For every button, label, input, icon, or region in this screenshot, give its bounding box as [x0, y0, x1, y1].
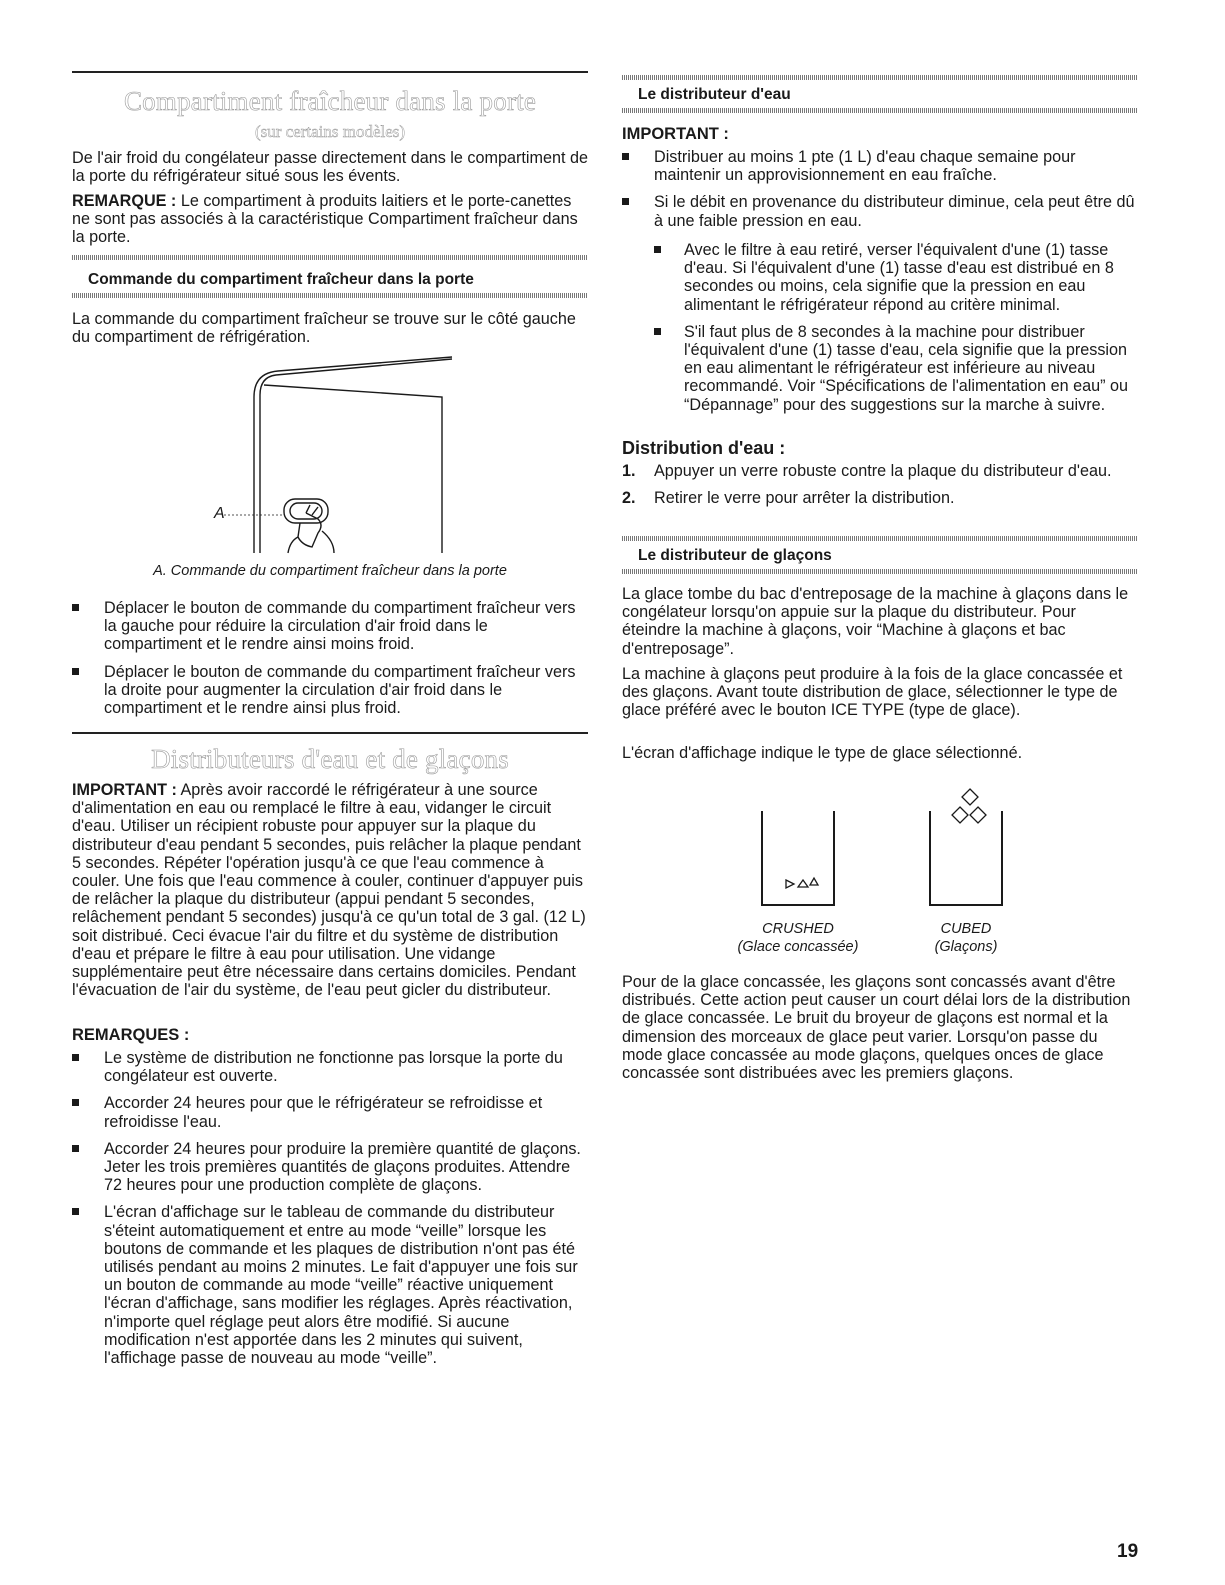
bullet-icon: [72, 1054, 79, 1061]
note-label: REMARQUE :: [72, 192, 177, 210]
bullet-icon: [654, 246, 661, 253]
ice-paragraph-3: L'écran d'affichage indique le type de glace sélectionné.: [622, 744, 1023, 762]
bullet-icon: [622, 198, 629, 205]
subhead-water-dispenser: Le distributeur d'eau: [638, 86, 791, 103]
door-control-bullets: [72, 599, 588, 717]
control-paragraph: La commande du compartiment fraîcheur se trouve sur le côté gauche du compartiment de réfrigération.: [72, 310, 576, 347]
hatch-rule: [622, 536, 1138, 541]
crushed-label: CRUSHED: [762, 921, 834, 937]
section-title: Compartiment fraîcheur dans la porte: [123, 86, 537, 116]
subhead-door-control: Commande du compartiment fraîcheur dans la porte: [88, 271, 474, 288]
figure-caption: A. Commande du compartiment fraîcheur dans la porte: [153, 563, 507, 579]
cubed-sublabel: (Glaçons): [934, 939, 998, 955]
list-item: Si le débit en provenance du distributeur diminue, cela peut être dû à une faible pression en eau.: [622, 193, 1138, 229]
cubed-label: CUBED: [940, 921, 992, 937]
crushed-ice-icon: [758, 785, 838, 915]
bullet-icon: [72, 1208, 79, 1215]
ice-paragraph-2: La machine à glaçons peut produire à la fois de la glace concassée et des glaçons. Avant toute distribution de glace, sélectionner le type de glace préféré avec le bouton ICE TYPE (type de glace).: [622, 665, 1123, 720]
hatch-rule: [622, 569, 1138, 574]
important-label: IMPORTANT :: [622, 125, 729, 143]
section-subtitle: (sur certains modèles): [254, 122, 406, 141]
intro-paragraph: De l'air froid du congélateur passe directement dans le compartiment de la porte du réfrigérateur situé sous les évents.: [72, 149, 588, 186]
subhead-ice-dispenser: Le distributeur de glaçons: [638, 547, 832, 564]
dist-heading: Distribution d'eau :: [622, 438, 786, 458]
water-sub-bullets: [622, 241, 1138, 414]
bullet-icon: [72, 668, 79, 675]
crushed-sublabel: (Glace concassée): [737, 939, 859, 955]
remarques-label: REMARQUES :: [72, 1026, 190, 1044]
bullet-icon: [72, 1099, 79, 1106]
note-text: Le compartiment à produits laitiers et le porte-canettes ne sont pas associés à la caractéristique Compartiment fraîcheur dans la porte.: [72, 192, 578, 247]
section-title: Distributeurs d'eau et de glaçons: [151, 744, 509, 774]
important-paragraph: [72, 781, 588, 999]
remarques-bullets: [72, 1049, 588, 1367]
water-bullets: [622, 148, 1138, 239]
dist-steps: [622, 462, 1138, 507]
list-item: Avec le filtre à eau retiré, verser l'équivalent d'une (1) tasse d'eau. Si l'équivalent d'une (1) tasse d'eau est distribué en 8 secondes ou moins, cela signifie que la pression en eau alimentant le réfrigérateur répond au critère minimal.: [654, 241, 1138, 314]
note-paragraph: [72, 192, 588, 247]
figure-label: A: [214, 505, 225, 522]
list-item: Accorder 24 heures pour que le réfrigérateur se refroidisse et refroidisse l'eau.: [72, 1094, 588, 1130]
cubed-ice-icon: [926, 785, 1006, 915]
hatch-rule: [72, 293, 588, 298]
bullet-icon: [622, 153, 629, 160]
list-item: 1. Appuyer un verre robuste contre la plaque du distributeur d'eau.: [622, 462, 1112, 480]
list-item: Déplacer le bouton de commande du compartiment fraîcheur vers la gauche pour réduire la circulation d'air froid dans le compartiment et le rendre ainsi moins froid.: [72, 599, 588, 654]
hatch-rule: [72, 255, 588, 260]
bullet-icon: [654, 328, 661, 335]
door-control-illustration: [202, 355, 532, 560]
list-item: L'écran d'affichage sur le tableau de commande du distributeur s'éteint automatiquement et entre au mode “veille” lorsque les boutons de commande et les plaques de distribution n'ont pas été utilisés pendant au moins 2 minutes. Le fait d'appuyer une fois sur un bouton de commande au mode “veille” réactive uniquement l'écran d'affichage, sans modifier les réglages. Après réactivation, n'importe quel réglage peut alors être modifié. Si aucune modification n'est apportée dans les 2 minutes qui suivent, l'affichage passe de nouveau au mode “veille”.: [72, 1203, 588, 1367]
list-item: Déplacer le bouton de commande du compartiment fraîcheur vers la droite pour augmenter la circulation d'air froid dans le compartiment et le rendre ainsi plus froid.: [72, 663, 588, 718]
bullet-icon: [72, 1145, 79, 1152]
important-label: IMPORTANT :: [72, 781, 177, 799]
list-item: Distribuer au moins 1 pte (1 L) d'eau chaque semaine pour maintenir un approvisionnement en eau fraîche.: [622, 148, 1138, 184]
page-number: 19: [1117, 1541, 1139, 1562]
list-item: Le système de distribution ne fonctionne pas lorsque la porte du congélateur est ouverte.: [72, 1049, 588, 1085]
ice-paragraph-1: La glace tombe du bac d'entreposage de la machine à glaçons dans le congélateur lorsqu'on appuie sur la plaque du distributeur. Pour éteindre la machine à glaçons, voir “Machine à glaçons et bac d'entreposage”.: [622, 585, 1129, 658]
list-item: Accorder 24 heures pour produire la première quantité de glaçons. Jeter les trois premières quantités de glaçons produites. Attendre 72 heures pour une production complète de glaçons.: [72, 1140, 588, 1195]
bullet-icon: [72, 604, 79, 611]
hatch-rule: [622, 75, 1138, 80]
section-rule: [72, 732, 588, 734]
important-text: Après avoir raccordé le réfrigérateur à une source d'alimentation en eau ou remplacé le filtre à eau, vidanger le circuit d'eau. Utiliser un récipient robuste pour appuyer sur la plaque du distributeur d'eau pendant 5 secondes, puis relâcher la plaque pendant 5 secondes. Répéter l'opération jusqu'à ce que l'eau commence à couler. Une fois que l'eau commence à couler, continuer d'appuyer puis de relâcher la plaque du distributeur (appui pendant 5 secondes, relâchement pendant 5 secondes) jusqu'à ce qu'un total de 3 gal. (12 L) soit distribué. Ceci évacue l'air du filtre et du système de distribution d'eau et prépare le filtre à eau pour utilisation. Une vidange supplémentaire peut être nécessaire dans certains domiciles. Pendant l'évacuation de l'air du système, de l'eau peut gicler du distributeur.: [72, 781, 586, 1000]
ice-paragraph-4: Pour de la glace concassée, les glaçons sont concassés avant d'être distribués. Cette action peut causer un court délai lors de la distribution de glace concassée. Le bruit du broyeur de glaçons est normal et la dimension des morceaux de glace peut varier. Lorsqu'on passe du mode glace concassée au mode glaçons, quelques onces de glace concassée sont distribuées avec les premiers glaçons.: [622, 973, 1131, 1083]
list-item: 2. Retirer le verre pour arrêter la distribution.: [622, 489, 955, 508]
hatch-rule: [622, 108, 1138, 113]
section-rule: [72, 71, 588, 73]
list-item: S'il faut plus de 8 secondes à la machine pour distribuer l'équivalent d'une (1) tasse d'eau, cela signifie que la pression en eau alimentant le réfrigérateur est inférieure au niveau recommandé. Voir “Spécifications de l'alimentation en eau” ou “Dépannage” pour des suggestions sur la marche à suivre.: [654, 323, 1138, 414]
